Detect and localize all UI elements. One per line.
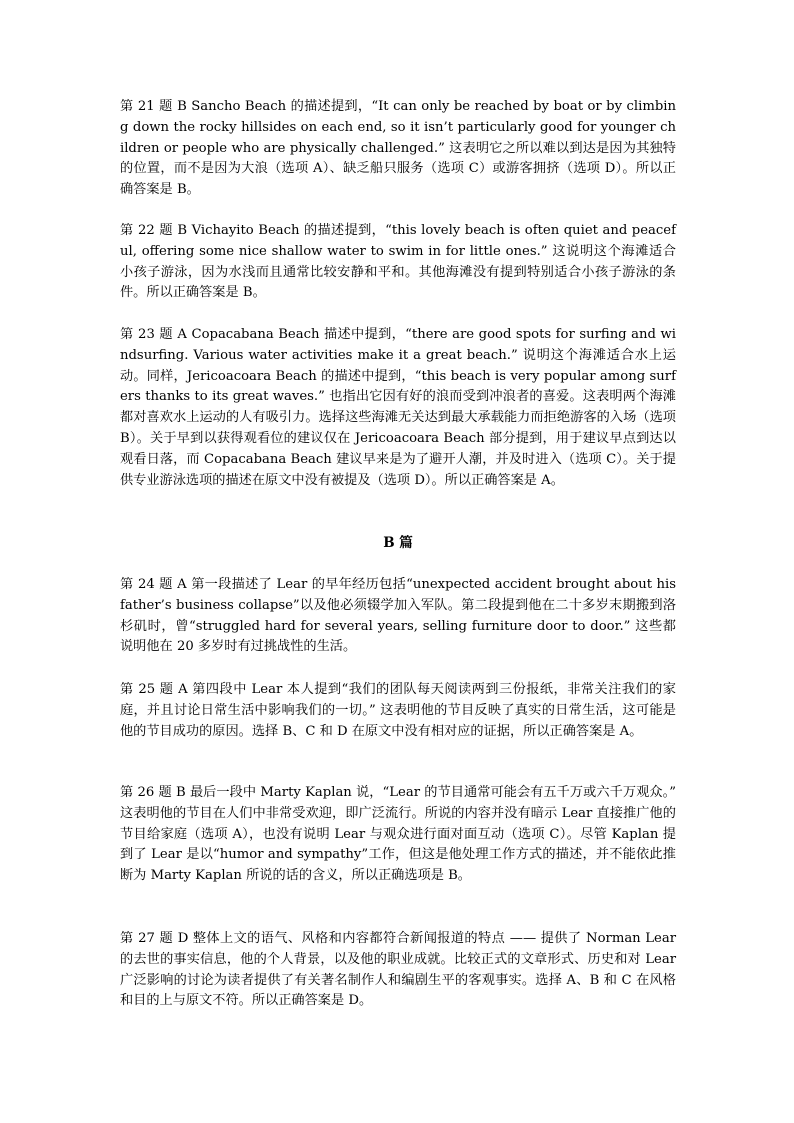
answer-paragraph-22: 第 22 题 B Vichayito Beach 的描述提到，“this lovely beach is often quiet and peaceful, offering some nice shallow water to swim in for little ones.” 这说明这个海滩适合小孩子游泳，因为水浅而且通常比较安静和平和。其他海滩没有提到特别适合小孩子游泳的条件。所以正确答案是 B。 <box>120 223 676 301</box>
answer-paragraph-21: 第 21 题 B Sancho Beach 的描述提到，“It can only be reached by boat or by climbing down the rocky hillsides on each end, so it isn’t particularly good for younger children or people who are physically challenged.” 这表明它之所以难以到达是因为其独特的位置，而不是因为大浪（选项 A）、缺乏船只服务（选项 C）或游客拥挤（选项 D）。所以正确答案是 B。 <box>120 99 676 198</box>
answer-paragraph-24: 第 24 题 A 第一段描述了 Lear 的早年经历包括“unexpected accident brought about his father’s business collapse”以及他必须辍学加入军队。第二段提到他在二十多岁末期搬到洛杉矶时，曾“struggled hard for several years, selling furniture door to door.” 这些都说明他在 20 多岁时有过挑战性的生活。 <box>120 577 676 655</box>
answer-paragraph-27: 第 27 题 D 整体上文的语气、风格和内容都符合新闻报道的特点 —— 提供了 Norman Lear 的去世的事实信息，他的个人背景，以及他的职业成就。比较正式的文章形式、历史和对 Lear 广泛影响的讨论为读者提供了有关著名制作人和编剧生平的客观事实。选择 A、B 和 C 在风格和目的上与原文不符。所以正确答案是 D。 <box>120 931 676 1009</box>
answer-paragraph-23: 第 23 题 A Copacabana Beach 描述中提到，“there are good spots for surfing and windsurfing. Various water activities make it a great beach.” 说明这个海滩适合水上运动。同样，Jericoacoara Beach 的描述中提到，“this beach is very popular among surfers thanks to its great waves.” 也指出它因有好的浪而受到冲浪者的喜爱。这表明两个海滩都对喜欢水上运动的人有吸引力。选择这些海滩无关达到最大承载能力而拒绝游客的入场（选项 B）。关于早到以获得观看位的建议仅在 Jericoacoara Beach 部分提到，用于建议早点到达以观看日落，而 Copacabana Beach 建议早来是为了避开人潮，并及时进入（选项 C）。关于提供专业游泳选项的描述在原文中没有被提及（选项 D）。所以正确答案是 A。 <box>120 327 676 488</box>
answer-paragraph-26: 第 26 题 B 最后一段中 Marty Kaplan 说，“Lear 的节目通常可能会有五千万或六千万观众。” 这表明他的节目在人们中非常受欢迎，即广泛流行。所说的内容并没有暗示 Lear 直接推广他的节目给家庭（选项 A），也没有说明 Lear 与观众进行面对面互动（选项 C）。尽管 Kaplan 提到了 Lear 是以“humor and sympathy”工作，但这是他处理工作方式的描述，并不能依此推断为 Marty Kaplan 所说的话的含义，所以正确选项是 B。 <box>120 785 676 884</box>
section-heading: B 篇 <box>383 535 413 551</box>
answer-paragraph-25: 第 25 题 A 第四段中 Lear 本人提到“我们的团队每天阅读两到三份报纸，非常关注我们的家庭，并且讨论日常生活中影响我们的一切。” 这表明他的节目反映了真实的日常生活，这可能是他的节目成功的原因。选择 B、C 和 D 在原文中没有相对应的证据，所以正确答案是 A。 <box>120 682 676 739</box>
